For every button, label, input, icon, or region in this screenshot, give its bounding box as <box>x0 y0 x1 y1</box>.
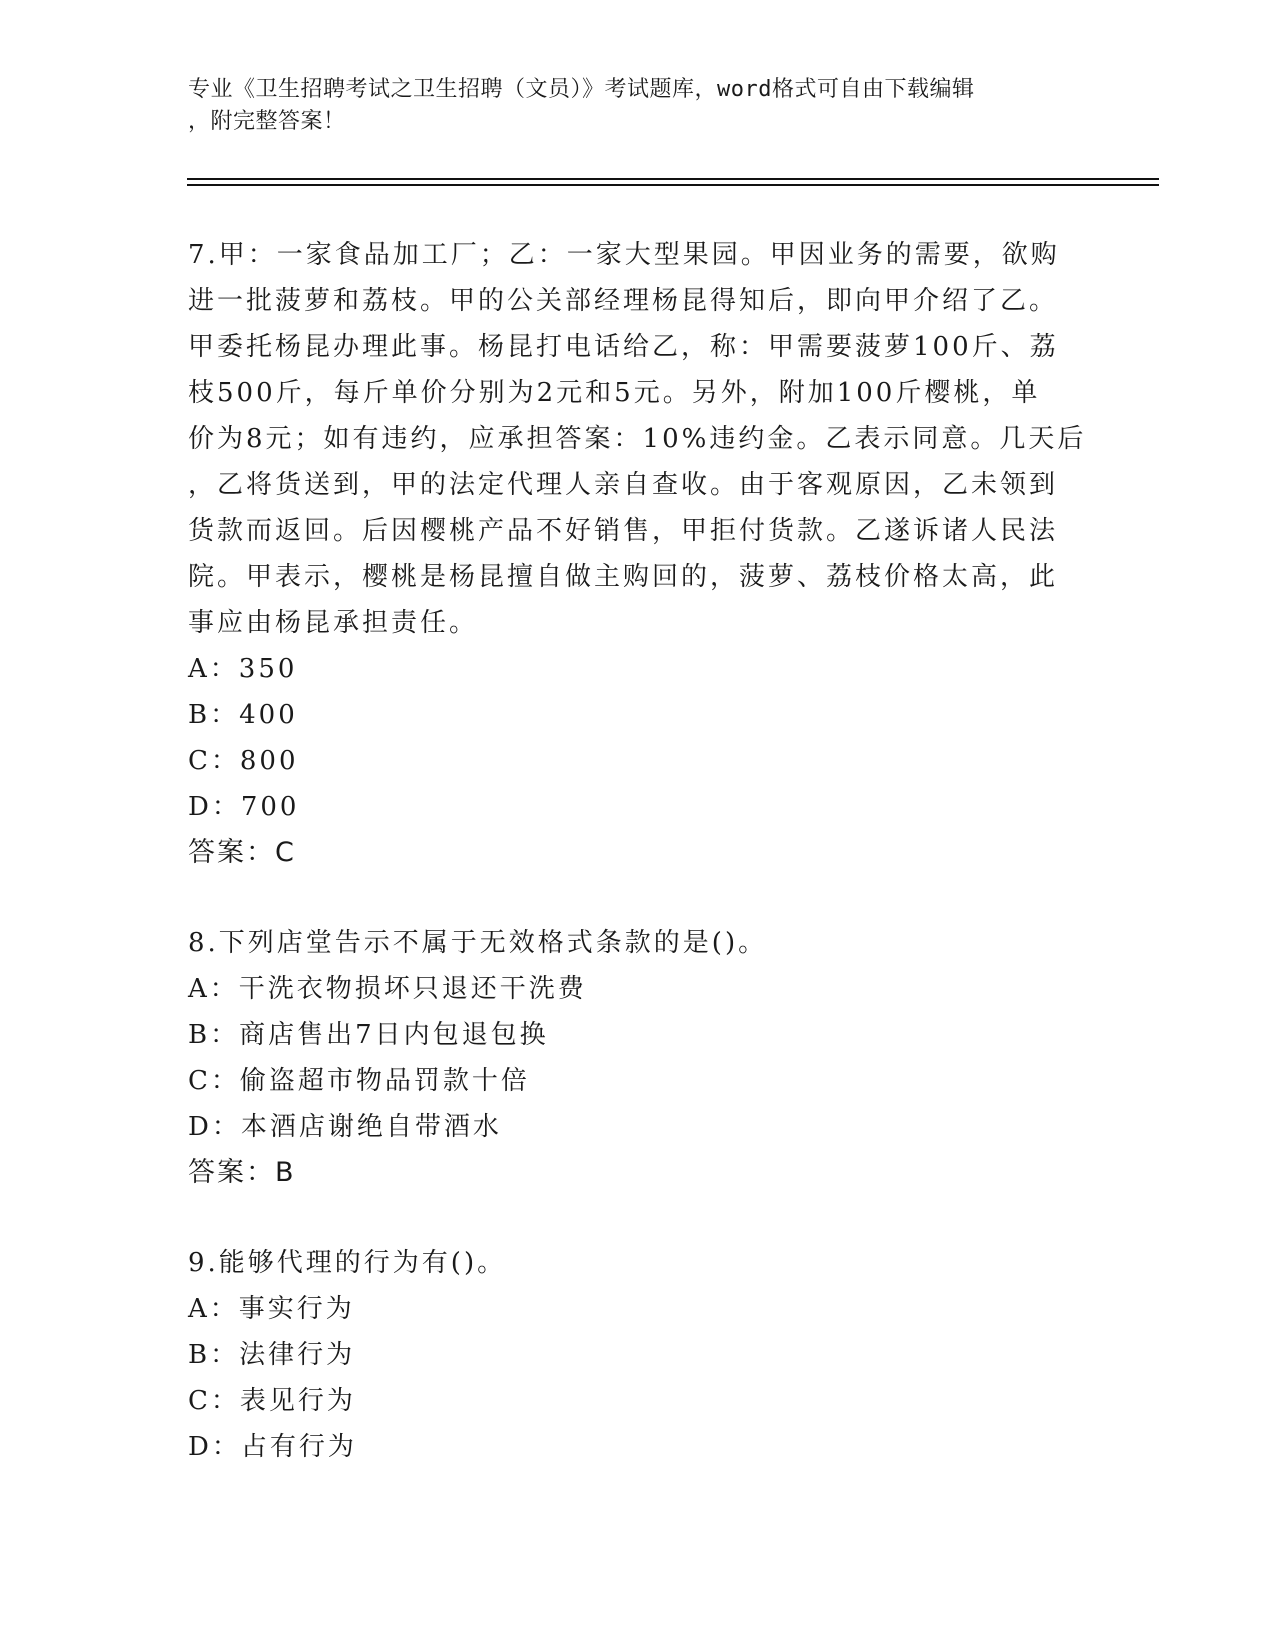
option-a: A：干洗衣物损坏只退还干洗费 <box>188 974 587 1004</box>
option-d: D：占有行为 <box>188 1432 357 1462</box>
question-8 <box>188 920 1068 1196</box>
divider-line <box>187 184 1159 186</box>
option-b: B：商店售出7日内包退包换 <box>188 1020 549 1050</box>
question-stem-line: 价为8元；如有违约，应承担答案：10%违约金。乙表示同意。几天后 <box>188 424 1087 454</box>
option-c: C：偷盗超市物品罚款十倍 <box>188 1066 530 1096</box>
question-stem-line: 甲委托杨昆办理此事。杨昆打电话给乙，称：甲需要菠萝100斤、荔 <box>188 332 1059 362</box>
header-line: 专业《卫生招聘考试之卫生招聘（文员）》考试题库，word格式可自由下载编辑 <box>188 77 975 102</box>
option-d: D：本酒店谢绝自带酒水 <box>188 1112 502 1142</box>
header-line: ，附完整答案！ <box>188 109 346 134</box>
question-stem-line: 院。甲表示，樱桃是杨昆擅自做主购回的，菠萝、荔枝价格太高，此 <box>188 562 1059 592</box>
option-c: C：表见行为 <box>188 1386 356 1416</box>
question-stem-line: 枝500斤，每斤单价分别为2元和5元。另外，附加100斤樱桃，单 <box>188 378 1041 408</box>
option-b: B：法律行为 <box>188 1340 356 1370</box>
divider-line <box>187 178 1159 180</box>
option-a: A：事实行为 <box>188 1294 355 1324</box>
question-stem-line: 7.甲：一家食品加工厂；乙：一家大型果园。甲因业务的需要，欲购 <box>188 240 1060 270</box>
option-a: A：350 <box>188 654 298 684</box>
question-stem-line: 事应由杨昆承担责任。 <box>188 608 479 638</box>
question-spacer <box>188 1196 1068 1240</box>
option-d: D：700 <box>188 792 300 822</box>
question-stem-line: 进一批菠萝和荔枝。甲的公关部经理杨昆得知后，即向甲介绍了乙。 <box>188 286 1059 316</box>
question-stem-line: 8.下列店堂告示不属于无效格式条款的是()。 <box>188 928 768 958</box>
answer-line: 答案：B <box>188 1157 296 1188</box>
header-divider <box>187 178 1159 186</box>
answer-line: 答案：C <box>188 837 296 868</box>
question-stem-line: 9.能够代理的行为有()。 <box>188 1248 507 1278</box>
option-b: B：400 <box>188 700 298 730</box>
question-list <box>188 232 1087 1470</box>
document-header <box>188 74 1068 138</box>
question-stem-line: ，乙将货送到，甲的法定代理人亲自查收。由于客观原因，乙未领到 <box>188 470 1059 500</box>
question-7 <box>188 232 1087 876</box>
question-9 <box>188 1240 1068 1470</box>
option-c: C：800 <box>188 746 299 776</box>
question-stem-line: 货款而返回。后因樱桃产品不好销售，甲拒付货款。乙遂诉诸人民法 <box>188 516 1059 546</box>
question-spacer <box>188 876 1068 920</box>
